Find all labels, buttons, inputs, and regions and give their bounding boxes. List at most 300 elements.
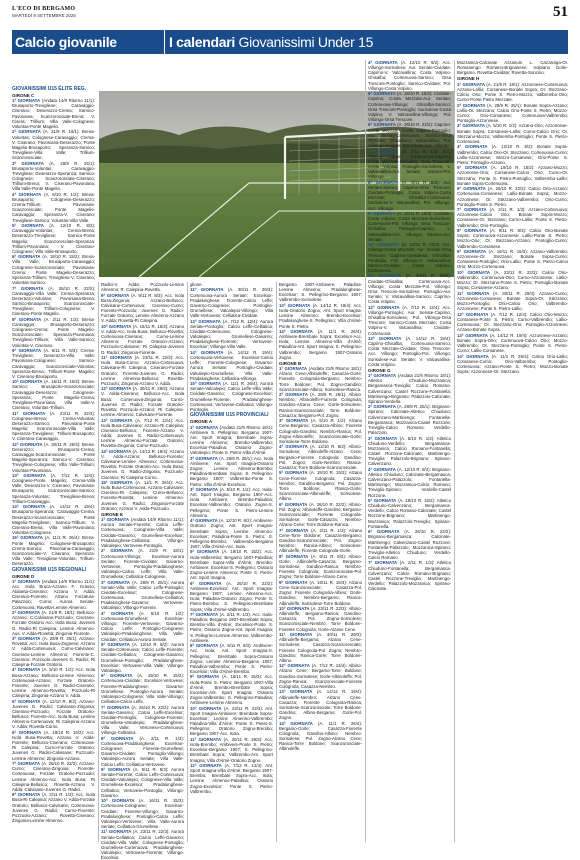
- giornata-fixtures: (Andata 14/9 Ritorno 11/1): Acc. Isola Bruca-Azzano F. Grasso; Atalanta-Ciserano; Azzano V. Adda; Ciserano-Fiorente; Alzano Forzatura-Palazzolo; Curno; Aurora Seriate-Cortenuova; Ravetta-Lemine Almenno.: [12, 578, 95, 610]
- giornata-entry: [279, 366, 362, 392]
- giornata-fixtures: (Andata 14/9 Ritorno 11/1): Brusaporto-Trevigliese; Caravaggio-Ciserano; Deserazzo-Crema; Sarnico-Pavoniana; Scanzorosciate-Brena; V. Cisera; Trillium; Villa Valle-Colognese; Voluntas-Ponte Magelio.: [12, 98, 95, 129]
- giornata-number: 5ª GIORNATA: [12, 698, 41, 704]
- giornata-entry: [101, 580, 184, 611]
- giornata-number: 13ª GIORNATA: [279, 302, 311, 308]
- giornata-number: 13ª GIORNATA: [101, 417, 133, 423]
- giornata-fixtures: (A. 9/11 R. 8/3): Crema-Trevigliese; Deserazzo-Villa Valle; Pavoniana-Colognese; Sarnico-Caravaggio; Scanzorosciate-Voluntas; Speranza-Brena; Trillium-Ponte Magelio; V. Ciserano-Brusaporto.: [12, 348, 95, 379]
- giornata-fixtures: (A. 26/10 R. 22/2): Caravaggio-Villa Valle; Crema-Speranza; Deserazzo-Voluntas; Pavoniana-Brena; Sarnico-Brusaporto; Scanzorosciate-Trevigliese; Trillium-Colognese; V. Ciserano-Ponte Magelio.: [12, 285, 96, 317]
- giornata-number: 5ª GIORNATA: [279, 470, 308, 476]
- giornata-fixtures: (A. 11/1 R. 26/4): Acc. Isola Busa-Cortenuova; Azzano-Calvisane; Ciserano-Ri Calepina; Curno-Bellusco; Fiorente-Rovetta; Lemine Almenno-Juvenes G. Radici; Zingonia-Forzate Oratorio; Azzano V. Adda-Pozzuolo.: [101, 480, 184, 511]
- giornata-fixtures: (A. 5/10 R. 1/2): Atletico Chiuduno-Verdello; Bergamasca-Mozzanica; Calcio Romano-Fontanella; Castel Rozzone-Calcinate; Martinengo-Treviglio; Palazzolo-Brignano; Spirano-Calvenzano.: [368, 435, 451, 467]
- giornata-number: 6ª GIORNATA: [12, 729, 42, 735]
- giornata-entry: [101, 642, 184, 673]
- giornata-entry: [457, 312, 568, 333]
- giornata-entry: [279, 721, 362, 752]
- giornata-entry: [101, 386, 184, 417]
- giornata-number: 5ª GIORNATA: [101, 642, 130, 648]
- giornata-entry: [368, 373, 451, 404]
- giornata-fixtures: (A. 12/10 R. 8/2): Azzano-Juvenes G. Radici; Calvisane-Zingonia; Ciserano-Pozzuolo; Forzate Oratorio-Bellusco; Fiorente-Acc. Isola Busa; Lemine Almenno-Cortenuova; Ri Calepina-Azzano V. Adda; Rovetta-Curno.: [12, 698, 96, 730]
- giornata-entry: [279, 329, 362, 360]
- giornata-number: 8ª GIORNATA: [12, 316, 42, 322]
- giornata-entry: [457, 249, 568, 270]
- giornata-number: 1ª GIORNATA: [457, 81, 485, 87]
- giornata-number: 12ª GIORNATA: [457, 311, 489, 317]
- giornata-number: 10ª GIORNATA: [12, 379, 43, 385]
- giornata-number: 10ª GIORNATA: [101, 323, 132, 329]
- giornata-entry: [12, 129, 95, 160]
- group-name: GIRONE C: [12, 93, 35, 98]
- giornata-number: 10ª GIORNATA: [101, 798, 135, 804]
- giornata-entry: [12, 699, 95, 730]
- giornata-fixtures: (A. 9/11 R. 8/3): Aurora Seriate-Fiorente; Calcio Leffe-Cortenuova; Cividate-Valcalepio; Colognese-Villa Valle; Grumellese-Excelsior; Pradalunghese-Celliatica; Vertovese-Pontoglio; Villongo-Gavarno.: [101, 766, 185, 798]
- giornata-fixtures: (A. 21/9 R. 18/1): Bellusco-Azzano; C.Calvisane-Pozzuolo; Ciserano-Forzate Oratorio Acc. Isola Busa; Juvenes G. Radici-Ri Calepina; Lemine Almenno-Aus. V. Adda-Rovetta; Zingonia-Fiorente.: [12, 610, 95, 636]
- giornata-entry: [190, 381, 273, 412]
- giornata-fixtures: (A. 12/10 R. 8/2): Ambivere-Oratorio Zogno; Ant. Sport Imagna-Brembate Sopra; Lemine Almenno-Excelsior; Paladina-Ponte S. Pietro; S. Pellegrino-Brembo; Valbrembo-Bergamo 1907; Villa d'Almè-Acc. Isola.: [190, 518, 273, 550]
- giornata-fixtures: Bergamo 1907-Ambivere; Paladina-Lemine Almenno; Pradalunghese-Excelsior; S. Pellegrino-Bergamo 1907; Valbrembo-Sorisolese.: [279, 282, 362, 303]
- giornata-fixtures: (A. 12/10 R. 8/2): Aurora Seriate-Cortenuova; Calcio Leffe-Fiorente; Cividate-Celliatica; Colognese-Gavarno; Grumellese-Pontoglio; Pradalunghese-Excelsior; Vertovese-Villa Valle; Villongo-Valcalepio.: [101, 642, 184, 673]
- giornata-number: 11ª GIORNATA: [457, 290, 490, 296]
- giornata-number: 1ª GIORNATA: [101, 517, 130, 523]
- giornata-fixtures: (A. 30/11 R. 29/3): Cividate-Ghisalba; Cortenuova-Acc. Villongo; Costa Mezzate-Pol. Villongo; Orsa Trescore-Sorisolese; Pontoglio-Aur. Seriate; V. Valcavallina-Sarnico; Caprino-Costa Volpino.: [368, 273, 451, 305]
- giornata-number: 11ª GIORNATA: [101, 355, 133, 361]
- giornata-number: 3ª GIORNATA: [457, 123, 485, 129]
- giornata-number: 8ª GIORNATA: [368, 179, 399, 185]
- giornata-fixtures: (A. 19/10 R. 15/2): Cortenuova-Cividate; Excelsior-Vertovese; Fiorente-Pradalunghese; Gavarno-Grumellese; Pontoglio-Aurora Seriate; Valcalepio-Colognese; Villa Valle-Villongo; Celliatica-Calcio Leffe.: [101, 673, 185, 705]
- column-2: [101, 282, 185, 860]
- giornata-fixtures: (A. 26/10 R. 22/2): Azzano-Curno; Ciserano-Zingonia; Fiorente-Cortenuova; Forzate Oratorio-Pozzuolo; Lemine Almenno-Acc. Isola Busa; Ri Calepina-Bellusco; Rovetta-Azzano V. Adda; Calvisane-Juvenes G. Radici.: [12, 761, 95, 792]
- giornata-entry: [12, 442, 95, 473]
- giornata-fixtures: (A. 11/1 R. 26/4): Brena-Ponte Magelio; Colognese-Brusaporto; Crema-Sarnico; Pavoniana-Caravaggio; Scanzorosciate-V. Ciserano; Speranza-Villa Valle; Trevigliese-Voluntas; Trillium-Deserazzo.: [12, 535, 95, 567]
- giornata-fixtures: (A. 23/11 R. 22/3): Colognese-Brena; Crema-Voluntas; Deserazzo-Sarnico; Pavoniana-Ponte Magelio; Scanzorosciate-Villa Valle; Speranza-Trevigliese; Trillium-Brusaporto; V. Ciserano-Caravaggio.: [12, 410, 95, 442]
- giornata-entry: [279, 528, 362, 554]
- giornata-fixtures: (A. 12/10 R. 8/2): Acc. Villongo-Sorisolese; Aur. Seriate-Cividate; Caprino-V. Valcavallina; Costa Volpino-Ghisalba; Cortenuova-Sarnico; Orsa Trescore-Pontoglio; Sarnico-Cividate; Pol. Villongo-Costa Volpino.: [368, 60, 451, 91]
- giornata-number: 15ª GIORNATA: [101, 480, 133, 486]
- giornata-number: 10ª GIORNATA: [279, 605, 310, 611]
- giornata-entry: [190, 319, 273, 350]
- giornata-fixtures: (A. 26/10 R. 22/2): Brignano-Bergamasca; Calcinate-Martinengo; Calvenzano-Castel Rozzone; Fontanella-Palazzolo; Mozzanica-Spirano; Treviglio-Atletico Chiuduno; Verdello-Calcio Romano.: [368, 529, 452, 560]
- banner-title-bold: I calendari: [169, 34, 235, 50]
- giornata-fixtures: (A. 2/11 R. 1/3): Cortenuova-Pradalunghese; Excelsior-Colognese; Fiorente-Grumellese; Gavarno-Cividate; Pontoglio-Villongo; Valcalepio-Aurora Seriate; Villa Valle-Calcio Leffe; Celliatica-Vertovese.: [101, 735, 185, 767]
- giornata-entry: [101, 705, 184, 736]
- group-name: GIRONE G: [368, 367, 391, 373]
- giornata-entry: [101, 282, 184, 292]
- giornata-entry: [12, 667, 95, 698]
- giornata-entry: [190, 518, 273, 549]
- giornata-entry: [279, 606, 362, 632]
- giornata-number: 7ª GIORNATA: [368, 148, 399, 154]
- giornata-fixtures: (A. 28/9 R. 25/1): Aurora Seriate-Villa Valle; Calcio Leffe-Pontoglio; Cividate-Excelsior; Colognese-Cortenuova; Grumellese-Celliatica; Pradalunghese-Gavarno; Vertovese-Valcalepio; Villongo-Fiorente.: [101, 579, 184, 611]
- giornata-fixtures: (A. 11/1 R. 26/4): Ambivere-Brembate Sopra; Excelsior-Acc. Isola; Lemine Almenno-Villa d'Almè; Paladina-Ant. Sport Imagna; S. Pellegrino-Valbrembo; Bergamo 1907-Oratorio Zogno.: [279, 329, 362, 360]
- giornata-fixtures: (A. 23/11 R. 22/3): Aurora Seriate-Celliatica; Calcio Leffe-Gavarno; Cividate-Villa Valle; Colognese-Pontoglio; Grumellese-Cortenuova; Pradalunghese-Valcalepio; Vertovese-Fiorente; Villongo-Excelsior.: [101, 829, 184, 860]
- giornata-entry: [457, 123, 568, 144]
- giornata-entry: [457, 207, 568, 228]
- masthead: [12, 6, 568, 22]
- giornata-number: 1ª GIORNATA: [190, 424, 219, 430]
- giornata-entry: [368, 211, 451, 242]
- giornata-entry: [12, 610, 95, 636]
- giornata-number: 11ª GIORNATA: [279, 632, 313, 638]
- giornata-number: 4ª GIORNATA: [279, 444, 308, 450]
- column-3: [190, 282, 273, 842]
- giornata-fixtures: (A. 12/10 R. 8/2): Albino-Sorisolese; Albinoleffe-Alzano Cene; Bergamo-Fiorente Colognola; Gandino-Pol. Zogno; Gorle-Nembro; Ranica-Casazza; Torre Boldone-Scanzorosciate.: [279, 444, 362, 470]
- giornata-entry: [101, 548, 184, 579]
- giornata-entry: [279, 392, 362, 418]
- giornata-entry: [368, 60, 451, 91]
- giornata-fixtures: (A. 30/11 R. 29/3): Cortenuova-Aurora Seriate; Excelsior-Pradalunghese; Fiorente-Calcio Leffe; Gavarno-Colognese; Pontoglio-Grumellese; Valcalepio-Villongo; Villa Valle-Vertovese; Celliatica-Cividate.: [190, 287, 274, 319]
- giornata-entry: [457, 60, 568, 75]
- giornata-number: 4ª GIORNATA: [190, 518, 218, 524]
- giornata-entry: [368, 498, 451, 529]
- giornata-number: 11ª GIORNATA: [368, 273, 402, 279]
- giornata-entry: [101, 355, 184, 386]
- giornata-number: 11ª GIORNATA: [101, 829, 132, 835]
- giornata-fixtures: (A. 11/1 R. 26/4): Aurora Seriate-Valcalepio; Calcio Leffe-Villa Valle; Cividate-Gavarno; Colognese-Excelsior; Grumellese-Fiorente; Pradalunghese-Cortenuova; Vertovese-Celliatica; Villongo-Pontoglio.: [190, 381, 273, 412]
- giornata-entry: [12, 223, 95, 254]
- giornata-entry: [190, 549, 273, 580]
- giornata-fixtures: (A. 11/1 R. 26/4): Calcio Orio-Lallio; Corsanese-Curno; Orio-Valbrembo; Pontoglio-Cortenuova; Azzano-Ponte S. Pietro; Mozzo-Bonate Sopra; Azzonnese-Or. Stezzano.: [457, 353, 568, 375]
- column-rule: [454, 60, 455, 842]
- giornata-fixtures: (A. 28/9 R. 25/1): Brignano-Spirano; Calcinate-Atletico Chiuduno; Calvenzano-Martinengo; Fontanella-Bergamasca; Mozzanica-Castel Rozzone; Treviglio-Calcio Romano; Verdello-Palazzolo.: [368, 404, 451, 436]
- giornata-fixtures: (A. 7/12 R. 12/4): Acc. Villongo-Pontoglio; Aur. Seriate-Caprino; Ghisalba-Sorisolese; Pol. Villongo-Orsa Trescore; Sarnico-Costa Mezzate; Costa Volpino-V. Valcavallina; Cividate-Cortenuova.: [368, 304, 451, 336]
- giornata-number: 14ª GIORNATA: [279, 720, 313, 726]
- giornata-fixtures: Mozzanica-Calcinate Azzanum L. Cazzaniga-Or. Romanengo Romano-Brignanese; Volpiano Gorle-Bergamo. Rovetta-Cividate; Rovetta-Soncino.: [457, 60, 568, 76]
- giornata-fixtures: glione.: [190, 282, 203, 287]
- giornata-number: 9ª GIORNATA: [101, 766, 131, 772]
- section-heading: GIOVANISSIMI U15 ÉLITE REG.: [12, 86, 87, 92]
- giornata-entry: [12, 192, 95, 223]
- giornata-number: 2ª GIORNATA: [457, 102, 486, 108]
- giornata-number: 14ª GIORNATA: [12, 504, 46, 510]
- issue-date: MARTEDÌ 9 SETTEMBRE 2025: [12, 13, 76, 18]
- giornata-entry: [190, 706, 273, 737]
- giornata-entry: [457, 165, 568, 186]
- giornata-number: 12ª GIORNATA: [101, 386, 132, 392]
- giornata-entry: [368, 336, 451, 367]
- giornata-entry: [12, 761, 95, 792]
- giornata-entry: [279, 689, 362, 720]
- giornata-fixtures: (A. 2/11 R. 1/3): Azzano-Cortenuova; Azzonnese-Calcio Orio; Bonate Sopra-Mozzo; Corsanese-Or. Stezzano; Curno-Lallio; Ponte S. Pietro-Valbrembo; Orio-Pontoglio.: [457, 207, 568, 228]
- giornata-entry: [279, 632, 362, 663]
- giornata-fixtures: (A. 30/11 R. 29/3): Azzano-Curno; Azzonnese-Corsanese; Bonate Sopra-Or. Stezzano; Mozzo-Pontoglio; Orio-Calcio Orio; Valbrembo-Azzonnese; Ponte S. Pietro-Lallio.: [457, 290, 568, 312]
- giornata-number: 6ª GIORNATA: [457, 186, 486, 192]
- giornata-number: 8ª GIORNATA: [101, 735, 134, 741]
- giornata-number: 7ª GIORNATA: [190, 611, 219, 617]
- giornata-fixtures: (A. 30/11 R. 29/3): Albinoleffe-Bergamo; Alzano Cene-Sorisolese; Casazza-Scanzorosciate; Fiorente Colognola-Pol. Zogno; Nembro-Gandino; Ranica-Gorle; Torre Boldone-Albino.: [279, 632, 362, 663]
- giornata-fixtures: (A. 19/10 R. 15/2): Alzano Cene-Fiorente Colognola; Casazza-Nembro; Gandino-Bergamo; Pol. Zogno-Torre Boldone; Ranica-Gorle; Scanzorosciate-Albinoleffe; Sorisolese-Albino.: [279, 470, 362, 502]
- giornata-number: 12ª GIORNATA: [190, 762, 222, 768]
- giornata-fixtures: (Andata 21/9 Ritorno 18/1): Alzano Cene-Albinoleffe; Casazza-Gorle; Fiorente Colognola-Bergamo; Nembro-Torre Boldone; Pol. Zogno-Gandino; Scanzorosciate-Albino; Sorisolese-Ranica.: [279, 366, 362, 392]
- giornata-fixtures: (A. 16/11 R. 15/3): Cividate-Costa Volpino; Costa Mezzate-Sorisolese; Cortenuova-Pol. Villongo; Orsa Trescore-Ghisalba; Pontoglio-Caprino; V. Valcavallina-Acc. Villongo; Sarnico-Aur. Seriate.: [368, 211, 451, 242]
- giornata-entry: [12, 579, 95, 610]
- giornata-entry: [12, 411, 95, 442]
- giornata-fixtures: (A. 19/10 R. 15/2): Acc. Isola-Valbrembo; Bergamo 1907-Paladina; Brembate Sopra-Villa d'Almè; Brembo-Ambivere; Excelsior-S. Pellegrino; Oratorio Zogno-Lemine Almenno; Ponte S. Pietro-Ant. Sport Imagna.: [190, 549, 273, 581]
- giornata-fixtures: (A. 26/10 R. 22/2): Calcio Orio-Azzano; Cortenuova-Corsanese; Lallio-Bonate Sopra; Mozzo-Azzonnese; Or. Stezzano-Valbrembo; Orio-Curno; Pontoglio-Ponte S. Pietro.: [457, 186, 569, 207]
- giornata-fixtures: (A. 28/9 R. 25/1): Azzano-Rovetta; Acc. Isola Busa-Zognese; Azzano V. Adda-Cortenuova; Curno-Calvisane; Ciserano-Lemine Almenno; Fiorente-C. Ciserano; Pozzuolo-Juvenes G. Radici; Ri Calepina-Forzate Oratorio.: [12, 636, 96, 667]
- giornata-number: 8ª GIORNATA: [190, 643, 219, 649]
- giornata-fixtures: (A. 19/10 R. 15/2): Cividate-Caprino; Costa Mezzate-Aur. Seriate; Cortenuova-Villongo; Ghisalba-Sarnico; Orsa Trescore-Pontoglio; Sorisolese-Costa Volpino; V. Valcavallina-Villongo; Pol. Villongo-Orsa Trescore.: [368, 91, 451, 123]
- giornata-fixtures: (A. 5/10 R. 1/2): Cortenuova-Grumellese; Excelsior-Villongo; Fiorente-Vertovese; Gavarno-Calcio Leffe; Pontoglio-Colognese; Valcalepio-Pradalunghese; Villa Valle-Cividate; Celliatica-Aurora Seriate.: [101, 610, 184, 642]
- giornata-entry: [190, 581, 273, 612]
- giornata-fixtures: (A. 12/10 R. 8/2): Brignano-Atletico Chiuduno; Calcinate-Bergamasca; Calvenzano-Palazzolo; Fontanella-Martinengo; Mozzanica-Calcio Romano; Treviglio-Spirano; Verdello-Castel Rozzone.: [368, 466, 451, 498]
- giornata-number: 5ª GIORNATA: [457, 165, 488, 171]
- giornata-fixtures: (A. 14/12 R. 19/4): Cortenuova-Vertovese; Excelsior-Calcio Leffe; Fiorente-Colognese; Gavarno-Aurora Seriate; Pontoglio-Cividate; Valcalepio-Grumellese; Villa Valle-Pradalunghese; Celliatica-Villongo.: [190, 349, 273, 381]
- giornata-fixtures: (A. 11/1 R. 26/4): Bergamo-Gorle; Casazza-Fiorente Colognola; Gandino-Albino; Nembro-Sorisolese; Pol. Zogno-Alzano Cene; Ranica-Torre Boldone; Scanzorosciate-Albinoleffe.: [279, 720, 362, 752]
- giornata-number: 14ª GIORNATA: [457, 353, 489, 359]
- giornata-fixtures: (A. 30/11 R. 29/3): Acc. Isola-Brembo; Ambivere-Ponte S. Pietro; Excelsior-Bergamo 1907; S. Pellegrino-Brembate Sopra; Valbrembo-Ant. Sport Imagna; Villa d'Almè-Oratorio Zogno.: [190, 736, 273, 763]
- giornata-fixtures: (A. 21/9 R. 18/1): Azzonnese-Cortenuova; Azzano-Lallio; Corsanese-Bonate Sopra; Or. Stezzano-Calcio Orio; Ponte S. Pietro-Mozzo; Valbrembo-Orio; Curno-Ponte Pietro Mezzate.: [457, 81, 568, 103]
- giornata-entry: [12, 348, 95, 379]
- giornata-fixtures: (A. 26/10 R. 22/2): Caprino-Costa Mezzate; Costa Volpino-Pontoglio; Aur. Seriate-Cortenuova; Sarnico-Orsa Trescore; Ghisalba-V. Valcavallina; Pol. Villongo-Cividate; Sorisolese-Acc. Villongo.: [368, 122, 452, 149]
- section-heading: GIOVANISSIMI U15 REGIONALI: [12, 566, 87, 573]
- giornata-number: 6ª GIORNATA: [279, 501, 308, 507]
- giornata-fixtures: (A. 7/12 R. 12/4): Calcio Orio-Mozzo; Corsanese-Ponte S. Pietro; Curno-Valbrembo; Lallio-Cortenuova; Or. Stezzano-Orio; Pontoglio-Azzonnese; Azzano-Bonate Sopra.: [457, 311, 568, 333]
- column-rule: [365, 60, 366, 842]
- giornata-number: 1ª GIORNATA: [12, 578, 41, 584]
- section-banner: [12, 30, 568, 54]
- giornata-number: 10ª GIORNATA: [190, 705, 222, 711]
- giornata-number: 1ª GIORNATA: [12, 98, 41, 104]
- giornata-entry: [12, 504, 95, 535]
- section-heading: GIOVANISSIMI U15 PROVINCIALI: [190, 412, 269, 419]
- giornata-number: 7ª GIORNATA: [12, 285, 44, 291]
- giornata-fixtures: (A. 2/11 R. 1/3): Alzano Cene-Torre Boldone; Casazza-Bergamo; Gandino-Scanzorosciate; Pol. Zogno-Nembro; Ranica-Albino; Sorisolese-Albinoleffe; Fiorente Colognola-Gorle.: [279, 527, 362, 554]
- giornata-fixtures: (A. 9/11 R. 8/3): Acc. Isola Busa-Zingonia; Azzano-Bellusco; Calvisane-Cortenuova; Ciserano-Curno; Fiorente-Pozzuolo; Juvenes G. Radici-Forzate Oratorio; Lemine Almenno-Azzano V. Adda; Rovetta-Ri Calepina.: [101, 292, 184, 324]
- giornata-entry: [12, 254, 95, 285]
- giornata-fixtures: (A. 7/12 R. 12/4): Acc. Isola Busa-Calvisane; Azzano-Ri Calepina; Ciserano-Bellusco; Fiorente-Azzano V. Adda; Juvenes G. Radici-Cortenuova; Lemine Almenno-Forzate Oratorio; Rovetta-Zingonia; Curno-Pozzuolo.: [101, 417, 184, 449]
- giornata-entry: [101, 798, 184, 829]
- giornata-number: 8ª GIORNATA: [279, 553, 309, 559]
- giornata-entry: [12, 636, 95, 667]
- giornata-entry: [190, 674, 273, 705]
- giornata-number: 4ª GIORNATA: [12, 667, 41, 673]
- group-name: GIRONE D: [12, 573, 35, 579]
- giornata-entry: [190, 737, 273, 763]
- giornata-fixtures: (A. 14/12 R. 19/4): Azzano V. Adda-Azzano; Bellusco-Fiorente; Calvisane-Lemine Almenno; Cortenuova-Rovetta; Forzate Oratorio-Acc. Isola Busa; Juvenes G. Radici-Zingonia; Pozzuolo-Ciserano; Ri Calepina-Curno.: [101, 448, 184, 480]
- giornata-fixtures: (A. 14/12 R. 19/4): Azzonnese-Azzano; Bonate Sopra-Orio; Cortenuova-Calcio Orio; Mozzo-Valbrembo; Or. Stezzano-Pontoglio; Ponte S. Pietro-Curno; Lallio-Corsanese.: [457, 332, 568, 354]
- banner-title-rest: Giovanissimi Under 15: [234, 34, 374, 50]
- giornata-fixtures: (A. 7/12 R. 12/4): Colognese-Ponte Magelio; Crema-Villa Valle; Deserazzo-V. Ciserano; Pavoniana-Brusaporto; Scanzorosciate-Sarnico; Speranza-Voluntas; Trevigliese-Brena; Trillium-Caravaggio.: [12, 472, 95, 504]
- giornata-number: 15ª GIORNATA: [12, 535, 43, 541]
- group-name: GIRONE B: [279, 360, 302, 366]
- giornata-fixtures: (A. 23/11 R. 22/3): Ant. Sport Imagna-Ambivere; Brembate Sopra-Excelsior; Lemine Almenno-Valbrembo; Paladina-Villa d'Almè; Ponte S. Pietro-S. Pellegrino; Oratorio Zogno-Brembo; Bergamo 1907-Acc. Isola.: [190, 705, 273, 737]
- giornata-number: 4ª GIORNATA: [368, 60, 398, 65]
- giornata-number: 12ª GIORNATA: [12, 441, 43, 447]
- giornata-entry: [190, 425, 273, 456]
- giornata-fixtures: Radici-V. Adda; Pozzuolo-Lemine Almenno; R. Calepina-Rovetta.: [101, 282, 184, 293]
- giornata-fixtures: (A. 26/10 R. 22/2): Albino-Pol. Zogno; Albinoleffe-Gandino; Bergamo-Scanzorosciate; Fiorente Colognola-Sorisolese; Gorle-Casazza; Nembro-Alzano Cene; Torre Boldone-Ranica.: [279, 501, 363, 528]
- giornata-entry: [101, 611, 184, 642]
- giornata-fixtures: (A. 5/10 R. 1/2): Acc. Isola Busa-Azzano; Bellusco-Lemine Almenno; Cortenuova-Azzano; Forzate Oratorio-Fiorente; Juvenes G. Radici-Ciserano; Lemine Almenno-Rovetta; Pozzuolo-Ri Calepina; Zingonia-Azzano V. Adda.: [12, 667, 95, 699]
- column-1: [12, 86, 95, 842]
- giornata-entry: [279, 444, 362, 470]
- giornata-entry: [279, 303, 362, 329]
- giornata-fixtures: (A. 5/10 R. 1/2): Acc. Isola-Ant. Sport Imagna; Bergamo 1907-Acc. Isola Ambivere; Brembo-Paladina; Excelsior-Valbrembo; Oratorio Zogno-S. Pellegrino; Ponte S. Pietro-Lemine Almenno.: [190, 487, 274, 518]
- giornata-fixtures: (A. 12/10 R. 8/2): Caravaggio-Voluntas; Crema-Brena; Deserazzo-Trevigliese; Sarnico-Ponte Magelio; Scanzorosciate-Speranza; Trillium-Pavoniana; V. Ciserano-Colognese; Villa Valle-Brusaporto.: [12, 223, 96, 254]
- giornata-number: 1ª GIORNATA: [279, 366, 308, 372]
- column-6: [457, 60, 568, 842]
- giornata-number: 8ª GIORNATA: [12, 792, 41, 798]
- giornata-entry: [101, 480, 184, 511]
- giornata-number: 14ª GIORNATA: [190, 349, 224, 355]
- giornata-entry: [368, 122, 451, 148]
- giornata-number: 3ª GIORNATA: [368, 435, 398, 441]
- giornata-fixtures: (A. 28/9 R. 25/1): Albino-Nembro; Albinoleffe-Fiorente Colognola; Gandino-Alzano Cene; Gorle-Sorisolese; Ranica-Scanzorosciate; Torre Boldone-Casazza; Bergamo-Pol. Zogno.: [279, 392, 362, 418]
- giornata-fixtures: (A. 28/9 R. 25/1): Bonate Sopra-Azzano; Lallio-Or. Stezzano; Calcio Orio-Ponte S. Pietro; Mozzo-Curno; Orio-Corsanese; Cortenuova-Valbrembo; Pontoglio-Azzonnese.: [457, 102, 568, 124]
- giornata-fixtures: (Andata 21/9 Ritorno 18/1): Ambivere S. Pellegrino; Bergamo 1907-Ant. Sport Imagna; Brembate Sopra-Lemine Almenno; Brembo-Valbrembo; Excelsior-Paladina; Oratorio Zogno-Valcalepio; Ponte S. Pietro-Villa d'Almè.: [190, 424, 273, 456]
- giornata-number: 5ª GIORNATA: [368, 497, 397, 503]
- giornata-number: 2ª GIORNATA: [12, 610, 41, 616]
- giornata-entry: [457, 144, 568, 165]
- giornata-entry: [101, 767, 184, 798]
- giornata-number: 9ª GIORNATA: [190, 674, 220, 680]
- giornata-fixtures: (A. 5/10 R. 1/2): Brena-Brusaporto; Colognese-Deserazzo; Crema-Trillium; Pavoniana-Scanzorosciate; Ponte Magelio-Caravaggio; Speranza-V. Ciserano; Trevigliese-Sarnico; Voluntas-Villa Valle.: [12, 191, 96, 223]
- giornata-number: 13ª GIORNATA: [190, 318, 221, 324]
- giornata-fixtures: (A. 9/11 R. 8/3): Aur. Seriate-Sarnico; Caprino-Orsa Trescore; Cividate-Pontoglio; Costa Volpino-Costa Mezzate; Ghisalba-Cortenuova; Sorisolese-V. Valcavallina; Pol. Villongo-Acc. Villongo.: [368, 179, 451, 211]
- giornata-entry: [190, 643, 273, 674]
- section-name: Calcio giovanile: [15, 34, 117, 50]
- giornata-number: 9ª GIORNATA: [12, 348, 42, 354]
- giornata-number: 5ª GIORNATA: [190, 549, 220, 555]
- giornata-fixtures: (A. 30/11 R. 29/3): Brena-Deserazzo; Brusaporto-Crema; Caravaggio-Scanzorosciate; Ponte Magelio-Speranza; Sarnico-V. Ciserano; Trevigliese-Colognese; Villa Valle-Trillium; Voluntas-Pavoniana.: [12, 441, 95, 473]
- giornata-number: 3ª GIORNATA: [12, 160, 44, 166]
- giornata-entry: [12, 379, 95, 410]
- giornata-entry: [368, 436, 451, 467]
- giornata-fixtures: (A. 7/12 R. 12/4): Ant. Sport Imagna-Villa d'Almè; Bergamo 1907-Brembo; Brembate Sopra-Acc. Isola; Lemine Almenno-Paladina; Oratorio Zogno-Excelsior; Ponte S. Pietro-Valbrembo.: [190, 762, 273, 794]
- giornata-entry: [368, 404, 451, 435]
- giornata-entry: [457, 270, 568, 291]
- giornata-entry: [279, 502, 362, 528]
- giornata-entry: [279, 580, 362, 606]
- giornata-entry: [190, 487, 273, 518]
- group-name: GIRONE A: [190, 419, 213, 425]
- giornata-entry: [457, 186, 568, 207]
- giornata-fixtures: (A. 28/9 R. 25/1): Acc. Isola Ambivere; Ant. Sport Imagna-Oratorio Zogno; Lemine Almenno-Brembo; Paladina-Brembate Sopra; S. Pellegrino-Bergamo 1907; Valbrembo-Ponte S. Pietro; Villa d'Almè-Excelsior.: [190, 455, 273, 487]
- giornata-fixtures: (A. 2/11 R. 1/3): Acc. Isola-Paladina; Bergamo 1907-Brembate Sopra; Brembo-Villa d'Almè; Excelsior-Ponte S. Pietro; Oratorio Zogno-Ant. Sport Imagna; S. Pellegrino-Lemine Almenno; Valbrembo-Ambivere.: [190, 611, 273, 643]
- giornata-entry: [101, 673, 184, 704]
- giornata-entry: [190, 612, 273, 643]
- giornata-fixtures: (A. 19/10 R. 15/2): Acc. Isola Busa-Rovetta; Azzano V. Adda-Fiorente; Bellusco-Ciserano; Cortenuova-Ri Calepina; Curno-Forzate Oratorio; Juvenes G. Radici-Calvisane; Pozzuolo-Lemine Almenno; Zingonia-Azzano.: [12, 729, 95, 761]
- giornata-number: 13ª GIORNATA: [368, 335, 402, 341]
- giornata-number: 5ª GIORNATA: [12, 223, 44, 229]
- giornata-entry: [12, 792, 95, 823]
- giornata-number: 3ª GIORNATA: [12, 636, 41, 642]
- giornata-entry: [457, 103, 568, 124]
- giornata-fixtures: (A. 23/11 R. 22/3): Acc. Isola Busa-Curno; Azzano-Cortenuova; Calvisane-Ri Calepina; Ciserano-Forzate Oratorio; Fiorente-Juvenes G. Radici; Lemine Almenno-Bellusco; Rovetta-Pozzuolo; Zingonia-Azzano V. Adda.: [101, 355, 184, 386]
- giornata-entry: [279, 554, 362, 580]
- column-rule: [98, 282, 99, 842]
- giornata-number: 15ª GIORNATA: [190, 381, 221, 387]
- giornata-entry: [368, 529, 451, 560]
- giornata-entry: [101, 293, 184, 324]
- giornata-number: 5ª GIORNATA: [368, 91, 396, 97]
- giornata-number: 3ª GIORNATA: [101, 579, 130, 585]
- giornata-fixtures: (A. 21/9 R. 18/1): Brena-Voluntas; Colognese-Caravaggio; Crema-V. Ciserano; Pavoniana-Deserazzo; Ponte Magelio-Brusaporto; Speranza-Sarnico; Trevigliese-Villa Valle; Trillium-Scanzorosciate.: [12, 129, 95, 161]
- giornata-fixtures: (A. 14/12 R. 19/4): Brusaporto-Speranza; Caravaggio-Crema; Deserazzo-Scanzorosciate; Ponte Magelio-Trevigliese; Sarnico-Trillium; V. Ciserano-Brena; Villa Valle-Pavoniana; Voluntas-Colognese.: [12, 504, 95, 535]
- giornata-entry: [457, 291, 568, 312]
- giornata-entry: [101, 829, 184, 860]
- giornata-fixtures: (A. 12/10 R. 8/2): Bonate Sopra-Valbrembo; Calcio Orio-Or. Stezzano; Cortenuova-Curno; Lallio-Azzonnese; Mozzo-Corsanese; Orio-Ponte S. Pietro; Pontoglio-Azzano.: [457, 144, 569, 165]
- giornata-number: 13ª GIORNATA: [457, 332, 488, 338]
- giornata-number: 11ª GIORNATA: [190, 736, 222, 742]
- giornata-number: 12ª GIORNATA: [368, 304, 400, 310]
- giornata-number: 3ª GIORNATA: [190, 487, 219, 493]
- giornata-fixtures: (A. 5/10 R. 1/2): Azzano-Orio; Azzonnese-Bonate Sopra; Corsanese-Lallio; Curno-Calcio Orio; Or. Stezzano-Mozzo; Valbrembo-Pontoglio; Ponte S. Pietro-Cortenuova.: [457, 123, 568, 144]
- giornata-fixtures: (A. 19/10 R. 15/2): Azzano-Mozzo; Azzonnese-Orio; Corsanese-Calcio Orio; Curno-Or. Stezzano; Ponte S. Pietro-Pontoglio; Valbrembo-Lallio; Bonate Sopra-Cortenuova.: [457, 165, 568, 186]
- giornata-number: 2ª GIORNATA: [12, 129, 41, 135]
- giornata-fixtures: (A. 2/11 R. 1/3): Acc. Villongo-Cividate; Cortenuova-Caprino; Costa Mezzate-Ghisalba; Orsa Trescore-Costa Volpino; Pontoglio-Sorisolese; V. Valcavallina-Aur. Seriate; Sarnico-Pol. Villongo.: [368, 148, 451, 180]
- giornata-entry: [101, 324, 184, 355]
- giornata-entry: [368, 91, 451, 122]
- giornata-number: 14ª GIORNATA: [279, 329, 313, 334]
- giornata-number: 6ª GIORNATA: [368, 529, 400, 535]
- giornata-entry: [457, 333, 568, 354]
- giornata-entry: [190, 287, 273, 318]
- giornata-number: 2ª GIORNATA: [279, 392, 308, 398]
- giornata-entry: [279, 282, 362, 303]
- giornata-entry: [12, 535, 95, 566]
- giornata-fixtures: (A. 2/11 R. 1/3): Acc. Isola Busa-Ri Calepina; Azzano V. Adda-Forzate Oratorio; Bellusco-Calvisane; Cortenuova-Juvenes G. Radici; Curno-Fiorente; Pozzuolo-Azzano; Rovetta-Ciserano; Zingonia-Lemine Almenno.: [12, 792, 95, 824]
- column-rule: [276, 282, 277, 842]
- giornata-fixtures: (A. 23/11 R. 22/3): Calcio Orio-Valbrembo; Cortenuova-Orio; Curno-Azzonnese; Lallio-Mozzo; Or. Stezzano-Ponte S. Pietro; Pontoglio-Bonate Sopra; Corsanese-Azzano.: [457, 269, 568, 291]
- giornata-entry: [457, 228, 568, 249]
- newspaper-name: L'ECO DI BERGAMO: [12, 6, 76, 12]
- giornata-entry: [101, 517, 184, 548]
- giornata-number: 2ª GIORNATA: [368, 404, 396, 410]
- giornata-number: 14ª GIORNATA: [101, 448, 132, 454]
- giornata-number: 7ª GIORNATA: [457, 207, 487, 213]
- giornata-number: 6ª GIORNATA: [368, 122, 396, 128]
- giornata-entry: [279, 418, 362, 444]
- giornata-entry: [12, 286, 95, 317]
- giornata-fixtures: (A. 9/11 R. 8/3): Albino-Gorle; Albinoleffe-Casazza; Bergamo-Sorisolese; Gandino-Ranica; Nembro-Fiorente Colognola; Scanzorosciate-Pol. Zogno; Torre Boldone-Alzano Cene.: [279, 553, 363, 580]
- giornata-number: 7ª GIORNATA: [12, 761, 41, 767]
- column-rule: [187, 282, 188, 842]
- giornata-entry: [190, 350, 273, 381]
- giornata-number: 2ª GIORNATA: [190, 455, 218, 461]
- giornata-number: 9ª GIORNATA: [368, 211, 396, 217]
- giornata-number: 11ª GIORNATA: [12, 410, 46, 416]
- giornata-number: 7ª GIORNATA: [101, 704, 130, 710]
- giornata-fixtures: (A. 28/9 R. 25/1): Brusaporto-Voluntas; Caravaggio-Trevigliese; Deserazzo-Speranza; Sarnico-Colognese; Scanzorosciate-Ciserano; Trillium-Brena; V. Ciserano-Pavoniana; Villa Valle-Ponte Magelio.: [12, 160, 96, 192]
- giornata-entry: [190, 763, 273, 794]
- giornata-fixtures: (Andata 14/9 Ritorno 11/1): Aurora Seriate-Fiorente; Calcio Leffe-Cortenuova; Colognese-Villa Valle; Cividate-Gavarno; Grumellese-Excelsior; Pradalunghese-Celliatica; Villongo-Valcalepio; Vertovese-Pontoglio.: [101, 517, 184, 548]
- giornata-fixtures: (A. 7/12 R. 12/4): Aurora Seriate-Pontoglio; Calcio Leffe-Celliatica; Cividate-Cortenuova; Colognese-Valcalepio; Grumellese-Gavarno; Pradalunghese-Fiorente; Vertovese-Excelsior; Villongo-Villa Valle.: [190, 318, 273, 350]
- giornata-entry: [457, 354, 568, 375]
- giornata-fixtures: (A. 16/11 R. 15/3): Brena-Sarnico; Brusaporto-Scanzorosciate; Caravaggio-Deserazzo; Colognese-Speranza; Ponte Magelio-Crema; Trevigliese-Pavoniana; Villa Valle-V. Ciserano; Voluntas-Trillium.: [12, 379, 95, 411]
- giornata-number: 4ª GIORNATA: [457, 144, 488, 150]
- giornata-entry: [12, 98, 95, 129]
- giornata-entry: [457, 82, 568, 103]
- giornata-fixtures: (A. 2/11 R. 1/3): Brena-Caravaggio; Brusaporto-Deserazzo; Colognese-Crema; Ponte Magelio-Scanzorosciate; Speranza-Pavoniana; Trevigliese-Trillium; Villa Valle-Sarnico; Voluntas-V. Ciserano.: [12, 316, 95, 348]
- giornata-fixtures: (A. 16/11 R. 15/3): Acc. Isola-Ponte S. Pietro; Bergamo 1907-Villa d'Almè; Brembo-Brembate Sopra; Excelsior-Ant. Sport Imagna; Oratorio Zogno-Valbrembo; S. Pellegrino-Paladina; Ambivere-Lemine Almenno.: [190, 674, 273, 706]
- giornata-number: 4ª GIORNATA: [368, 466, 396, 472]
- giornata-fixtures: (A. 23/11 R. 22/3): Acc. Villongo-Costa Mezzate; Aur. Seriate-Orsa Trescore; Caprino-Sorisolese; Ghisalba-Pontoglio; Pol. Villongo-V. Valcavallina; Sarnico-Cividate; Costa Volpino-Cortenuova.: [368, 242, 451, 274]
- giornata-entry: [368, 467, 451, 498]
- giornata-entry: [190, 282, 273, 287]
- giornata-number: 12ª GIORNATA: [279, 663, 310, 669]
- giornata-entry: [12, 730, 95, 761]
- giornata-entry: [368, 273, 451, 304]
- giornata-fixtures: (Andata 21/9 Ritorno 18/1): Atletico Chiuduno-Mozzanica; Bergamasca-Treviglio; Calcio Romano-Calvenzano; Castel Rozzone-Fontanella; Martinengo-Brignano; Palazzolo-Calcinate; Spirano-Verdello.: [368, 373, 451, 404]
- giornata-entry: [279, 663, 362, 689]
- giornata-entry: [368, 560, 451, 591]
- giornata-number: 10ª GIORNATA: [368, 242, 400, 248]
- giornata-fixtures: (A. 2/11 R. 1/3): Atletico Chiuduno-Fontanella; Bergamasca-Calvenzano; Calcio Romano-Brignano; Castel Rozzone-Treviglio; Martinengo-Verdello; Palazzolo-Mozzanica; Spirano-Calcinate.: [368, 560, 451, 592]
- giornata-number: 9ª GIORNATA: [457, 249, 487, 254]
- giornata-fixtures: (A. 7/12 R. 12/4): Albino-Alzano Cene; Bergamo-Torre Boldone; Gandino-Sorisolese; Gorle-Albinoleffe; Pol. Zogno-Ranica; Scanzorosciate-Fiorente Colognola; Casazza-Nembro.: [279, 663, 362, 689]
- giornata-entry: [12, 473, 95, 504]
- banner-title: [165, 34, 373, 50]
